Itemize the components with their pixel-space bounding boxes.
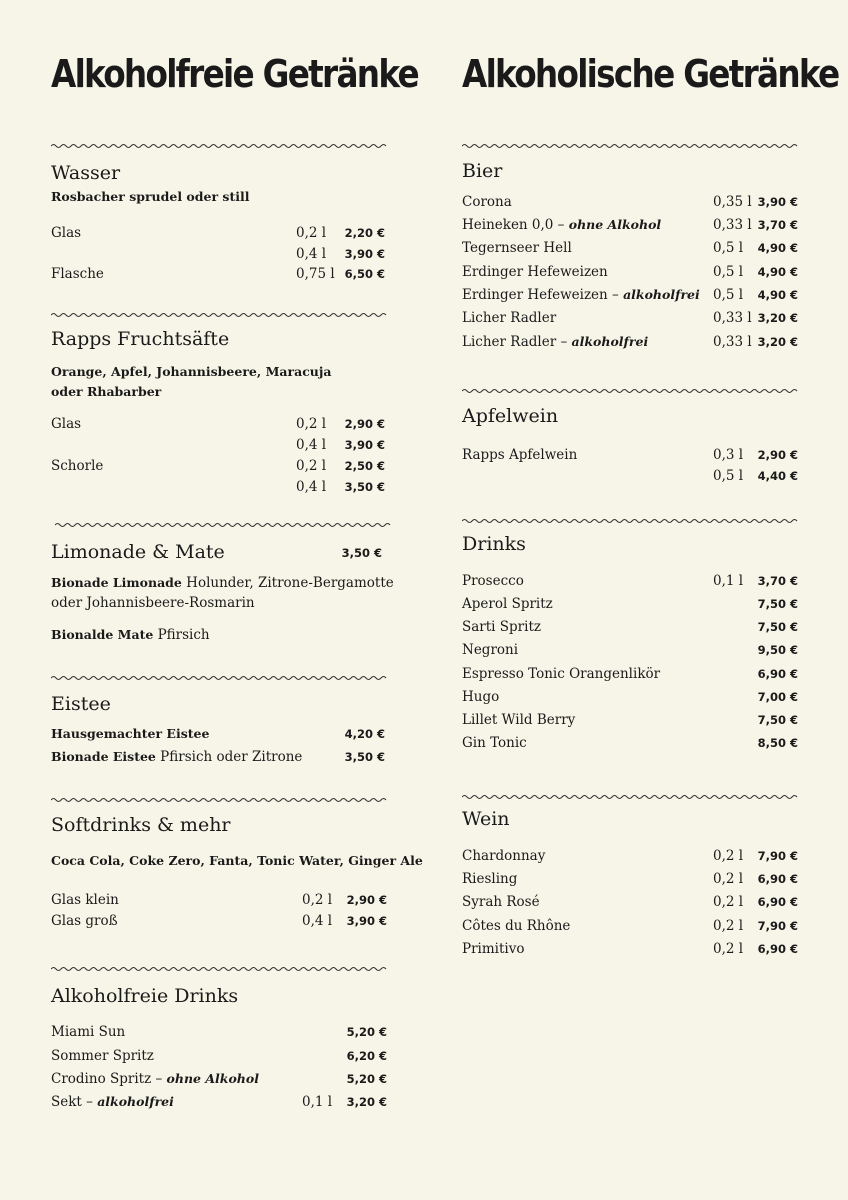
menu-row: Crodino Spritz – ohne Alkohol 5,20 € [51, 1071, 387, 1087]
section-title-drinks: Drinks [462, 533, 526, 555]
section-title-wasser: Wasser [51, 162, 121, 184]
wave-divider [51, 311, 389, 319]
right-heading: Alkoholische Getränke [462, 52, 839, 96]
section-subtitle: Rosbacher sprudel oder still [51, 189, 250, 204]
section-title-eistee: Eistee [51, 693, 111, 715]
wave-divider [51, 674, 389, 682]
wave-divider [462, 387, 800, 395]
menu-row: Miami Sun 5,20 € [51, 1024, 387, 1040]
section-title-apfelwein: Apfelwein [462, 405, 559, 427]
menu-row: Corona 0,35 l 3,90 € [462, 194, 798, 210]
menu-row: Hugo 7,00 € [462, 689, 798, 705]
section-title-bier: Bier [462, 160, 503, 182]
menu-row: Sekt – alkoholfrei 0,1 l 3,20 € [51, 1094, 387, 1110]
menu-row: 0,4 l 3,50 € [296, 479, 385, 495]
wave-divider [51, 965, 389, 973]
section-title-limonade: Limonade & Mate [51, 541, 225, 563]
menu-row: Côtes du Rhône 0,2 l 7,90 € [462, 918, 798, 934]
section-title-fruchtsaefte: Rapps Fruchtsäfte [51, 328, 230, 350]
menu-row: Hausgemachter Eistee 4,20 € [51, 726, 385, 741]
menu-row: Aperol Spritz 7,50 € [462, 596, 798, 612]
menu-row: Erdinger Hefeweizen – alkoholfrei 0,5 l 4,90 € [462, 287, 798, 303]
wave-divider [51, 142, 389, 150]
menu-row: Licher Radler – alkoholfrei 0,33 l 3,20 € [462, 334, 798, 350]
section-subtitle: Coca Cola, Coke Zero, Fanta, Tonic Water, Ginger Ale [51, 853, 423, 868]
left-heading: Alkoholfreie Getränke [51, 52, 418, 96]
menu-row: Licher Radler 0,33 l 3,20 € [462, 310, 798, 326]
section-title-alkoholfreie-drinks: Alkoholfreie Drinks [51, 985, 239, 1007]
menu-row: Espresso Tonic Orangenlikör 6,90 € [462, 666, 798, 682]
section-subtitle: Orange, Apfel, Johannisbeere, Maracuja oder Rhabarber [51, 364, 332, 399]
menu-row: Glas 0,2 l 2,90 € [51, 416, 385, 432]
menu-row: Schorle 0,2 l 2,50 € [51, 458, 385, 474]
menu-row: Flasche 0,75 l 6,50 € [51, 266, 385, 282]
menu-row: Sarti Spritz 7,50 € [462, 619, 798, 635]
wave-divider [462, 142, 800, 150]
menu-row: Primitivo 0,2 l 6,90 € [462, 941, 798, 957]
menu-description: Bionalde Mate Pfirsich [51, 627, 210, 643]
menu-description: Bionade Limonade Holunder, Zitrone-Bergamotte oder Johannisbeere-Rosmarin [51, 575, 394, 611]
menu-row: Glas 0,2 l 2,20 € [51, 225, 385, 241]
menu-row: Sommer Spritz 6,20 € [51, 1048, 387, 1064]
wave-divider [462, 793, 800, 801]
menu-row: Erdinger Hefeweizen 0,5 l 4,90 € [462, 264, 798, 280]
menu-row: Lillet Wild Berry 7,50 € [462, 712, 798, 728]
menu-row: Riesling 0,2 l 6,90 € [462, 871, 798, 887]
menu-row: Gin Tonic 8,50 € [462, 735, 798, 751]
wave-divider [462, 517, 800, 525]
menu-row: 0,4 l 3,90 € [296, 437, 385, 453]
wave-divider [55, 521, 393, 529]
menu-row: Chardonnay 0,2 l 7,90 € [462, 848, 798, 864]
menu-row: Glas klein 0,2 l 2,90 € [51, 892, 387, 908]
menu-row: Glas groß 0,4 l 3,90 € [51, 913, 387, 929]
menu-row: Negroni 9,50 € [462, 642, 798, 658]
wave-divider [51, 796, 389, 804]
section-title-softdrinks: Softdrinks & mehr [51, 814, 231, 836]
section-title-wein: Wein [462, 808, 510, 830]
menu-row: Tegernseer Hell 0,5 l 4,90 € [462, 240, 798, 256]
menu-row: Bionade Eistee Pfirsich oder Zitrone 3,50 € [51, 749, 385, 765]
menu-row: Rapps Apfelwein 0,3 l 2,90 € [462, 447, 798, 463]
menu-row: Prosecco 0,1 l 3,70 € [462, 573, 798, 589]
menu-row: Heineken 0,0 – ohne Alkohol 0,33 l 3,70 € [462, 217, 798, 233]
menu-row: Syrah Rosé 0,2 l 6,90 € [462, 894, 798, 910]
menu-row: 0,5 l 4,40 € [713, 468, 798, 484]
menu-row: 0,4 l 3,90 € [296, 246, 385, 262]
section-price: 3,50 € [341, 546, 382, 560]
